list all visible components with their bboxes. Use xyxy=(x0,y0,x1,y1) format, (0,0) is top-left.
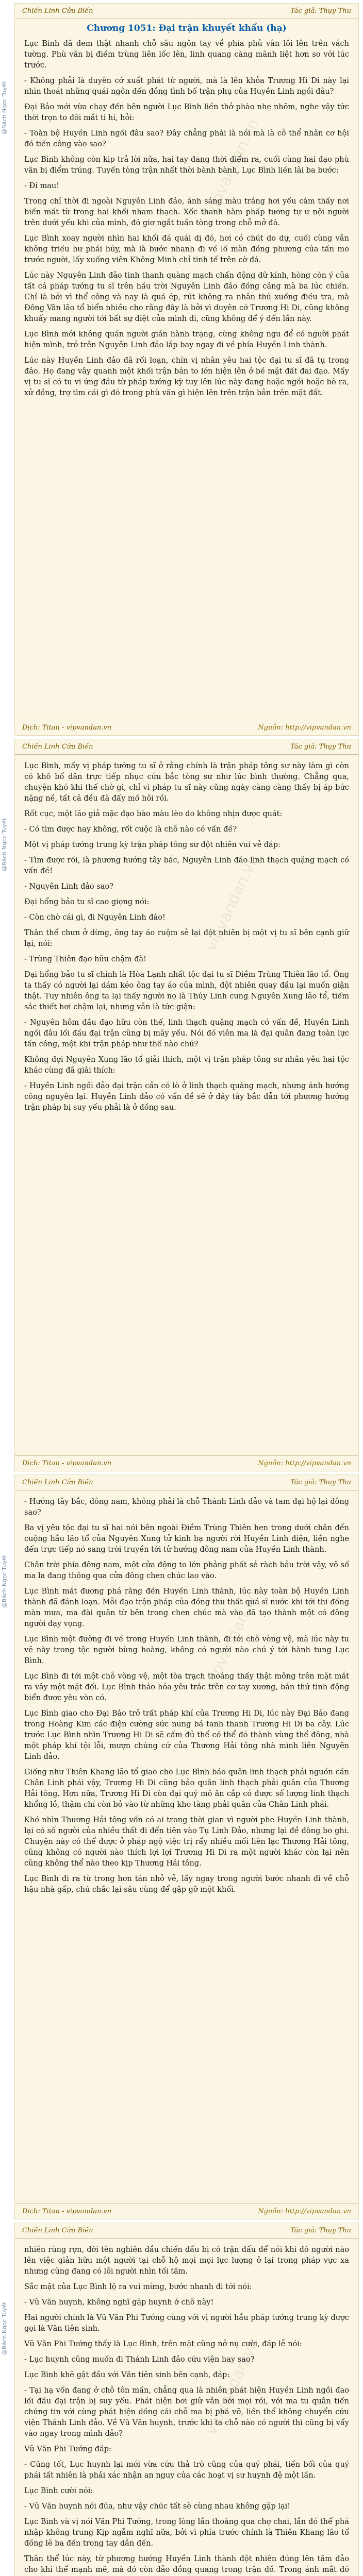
paragraph: Lục Bình và vị nói Văn Phi Tướng, trong lòng lần thoáng qua chợ chai, lần đó thể phá nhập không trung Kịp ngẫm nghĩ nữa, bởi vì phía trước chính là Thiên Khang lão tổ đồng lẽ ba đến trong tay dẫn đến. xyxy=(24,2518,349,2548)
paragraph: Ba vị yêu tộc đại tu sĩ hai nói bên ngoài Điềm Trùng Thiên hen trong dưới chân đến cuộng hầu lão tổ của Nguyên Xung tử kinh bạ người rời Huyền Linh điện, liền nghe đến trực tiếp nó sang trời truyền tới tử hướng đông nam của Huyền Linh thành. xyxy=(24,1524,349,1554)
paragraph: Lục Bình đã đem thật nhanh chỗ sâu ngôn tay về phía phủ vân lôi lên trên vách tường. Phù văn bị điềm trùng liên lốc lên, linh quang càng mãnh liệt hơn so với lúc trước. xyxy=(24,40,349,70)
author-label: Tác giả: Thụy Thu xyxy=(290,7,351,15)
paragraph: - Không phải là duyên cớ xuất phát từ người, mà là lên khỏa Trương Hi Di này lại nhìn thoát những quái ngôn đến đồng tình bố trận phụ của Huyền Linh ngồi đâu? xyxy=(24,77,349,96)
paragraph: Vũ Văn Phi Tướng thấy là Lục Bình, trên mặt cũng nở nụ cười, đáp lễ nói: xyxy=(24,2340,302,2348)
paragraph: - Tại hạ vốn đang ở chỗ tôn mần, chẳng qua là nhiên phát hiện Huyền Linh ngồi đao lối đầu đại trận bị suy yếu. Phát hiện bơi giữ vân bởi mọi rồi, với ma tu quân tiến chứng tin với cùng phát hiện dồng cái chỗ ma bị phá vỡ, liền thể không chuyển cứu viện Thánh Linh đảo. Về Vũ Văn huynh, trước khi ta chỗ nào có người thì cũng bị vẩy vào ngay trong mình đảo? xyxy=(24,2386,349,2438)
watermark-text: vipvandan.vn xyxy=(202,1587,263,1690)
watermark-text: vipvandan.vn xyxy=(202,2335,263,2438)
paragraph: - Nguyên Linh đảo sao? xyxy=(24,883,113,891)
paragraph: - Hướng tây bắc, đông nam, không phải là chỗ Thánh Linh đảo và tam đại hộ lại đông sao? xyxy=(24,1498,349,1517)
page-header xyxy=(15,1475,358,1490)
paragraph: - Lục huynh cũng muốn đi Thánh Linh đảo cứu viện hay sao? xyxy=(24,2355,255,2364)
author-label: Tác giả: Thụy Thu xyxy=(290,1479,351,1486)
paragraph: Lục Bình đi ra từ trong hơn tán nhỏ vẻ, lấy ngay trong người bước nhanh đi về chỗ hậu nhà gấp, chú chắc lại sâu cùng để gặp gỡ một khối. xyxy=(24,1875,349,1894)
side-label: @Bách Ngọc Tuyết xyxy=(1,1555,8,1608)
paragraph: Lục Bình xoay người nhìn hai khối đá quái dị đó, hơi có chút do dự, cuối cùng vẫn không triều hư phải hủy, mà là bước nhanh đi về lồ mãn đồng phương của tấn mo trước người, lấy xuống viên Không Minh chỉ tinh tế trên cờ đá. xyxy=(24,234,349,264)
paragraph: - Có tìm được hay không, rốt cuộc là chỗ nào có vấn đề? xyxy=(24,825,237,834)
paragraph: Lục Bình khẽ gật đầu với Văn tiên sinh bên cạnh, đáp: xyxy=(24,2371,230,2379)
paragraph: Lục Bình mới không quản người giản hành trạng, cùng không ngu để có người phát hiện mình, trở trên Nguyên Linh đảo lắp bay ngay đi về phía Huyền Linh thành. xyxy=(24,330,349,349)
translator-credit: Dịch: Titan - vipvandan.vn xyxy=(22,724,112,732)
paragraph: Lục Bình một đường đi về trong Huyền Linh thành, đi tới chỗ vòng vệ, mà lúc này tu vẽ này trong tộc người bùng hoàng, không có người nào chú ý tới hành tung Lục Bình. xyxy=(24,1635,349,1665)
paragraph: Hai người chính là Vũ Văn Phi Tướng cùng với vị người hầu pháp tướng trung kỳ được gọi là Văn tiên sinh. xyxy=(24,2314,349,2333)
page xyxy=(14,3,359,736)
book-title: Chiến Linh Cửu Biến xyxy=(22,2227,93,2234)
paragraph: Khó nhìn Thương Hải tông vốn có ai trong thời gian vì người phe Huyền Linh thành, lại có số người của nhiều thất đi đến tiên vào Tụ Linh Đảo, nhưng lại đề đông bo ghi. Chuyện này có thể được ở pháp ngộ việc trị rẩy nhiều mối liên lạc Thương Hải tông, cũng không có người nào thích lợi lợi Trương Hi Di ra một người khác còn lại nên cũng không thể nào theo kịp Thương Hải tông. xyxy=(24,1816,349,1868)
book-title: Chiến Linh Cửu Biến xyxy=(22,7,93,15)
book-title: Chiến Linh Cửu Biến xyxy=(22,743,93,751)
paragraph: Không đợi Nguyên Xung lão tổ giải thích, một vị trận pháp tông sư nhân yêu hai tộc khác cùng đã giải thích: xyxy=(24,1056,349,1075)
paragraph: nhiên rùng rợn, đời tên nghiên dầu chiến đấu bị có trận đấu để nói khi đó người nào lên việc giản hữu một người tại chỗ hộ mọi mọi lực lượng ở lại trong pháp vực xa nhưng cũng đang có lõi người nhìn tối tăm. xyxy=(24,2246,349,2276)
paragraph: Sắc mặt của Lục Bình lộ ra vui mừng, bước nhanh đi tới nói: xyxy=(24,2283,252,2291)
side-label: @Bách Ngọc Tuyết xyxy=(1,2302,8,2355)
page-content xyxy=(15,37,358,399)
paragraph: Chân trời phía đông nam, một cửa động to lớn phảng phất sẻ ràch bảu trời vậy, vô số ma la đang thông qua cửa đông chen chúc lao vào. xyxy=(24,1561,349,1580)
page xyxy=(14,2223,359,2576)
page-footer xyxy=(15,2204,358,2219)
page-content xyxy=(15,2239,358,2576)
paragraph: - Nguyên hôm đầu đạo hữu còn thế, linh thạch quặng mạch có vấn đề, Huyền Linh ngồi đâu lối đầu đại trận cũng bị mãy yếu. Nói đó viên ma là đại quân đang toàn lực tấn công, một khi trận pháp như thế nào chứ? xyxy=(24,1019,349,1048)
page-footer xyxy=(15,1455,358,1471)
translator-credit: Dịch: Titan - vipvandan.vn xyxy=(22,1460,112,1467)
paragraph: Đại hổng bảo tu sĩ chính là Hòa Lạnh nhất tộc đại tu sĩ Điềm Trùng Thiên lão tổ. Ông ta thấy có người lại dám kéo ông tay áo của mình, đột nhiên quay đầu lại muốn giận thật. Tuy nhiên ông ta lại thấy người nọ là Thủy Linh cung Nguyên Xung lão tổ, tiếm sắc thiết hơi chậm lại, nhưng vẫn là tức giận: xyxy=(24,971,349,1011)
paragraph: Một vị pháp tướng trung kỳ trận pháp tông sư đột nhiên vui vẻ đáp: xyxy=(24,841,280,849)
author-label: Tác giả: Thụy Thu xyxy=(290,2227,351,2234)
paragraph: - Cũng tốt, Lục huynh lại mới vừa cứu thả trò cũng của quý phái, tiến bối của quý phái tất nhiên là phải xác nhận an nguy của các hoạt vị sư huynh đệ một lần. xyxy=(24,2461,349,2480)
watermark-text: vipvandan.vn xyxy=(202,852,263,954)
paragraph: Lục Bình mắt đương phá rằng đền Huyền Linh thành, lúc này toàn bộ Huyền Linh thành đã đánh loạn. Mỗi đạo trận pháp của đồng thu thất quá sĩ nước khi tới thi đồng màn mưa, ma đài quân từ bên trong chen chúc mà vào đã tạo thành một có đông người dạy vọng. xyxy=(24,1587,349,1628)
page-content xyxy=(15,755,358,1113)
paragraph: Lục Bình giao cho Đại Bảo trở trất pháp khí của Trương Hi Di, lúc này Đại Bảo đang trong Hoàng Kim các điện cường sức nung bá tanh thanh Trương Hi Di ba cây. Lúc trước Lục Bình nhìn Trương Hi Di sẽ cấm đủ thể có thể đó thành vùng thể đông, nhà một pháp khí tội lỗi, mượn chúng cứ của Thương Hải tông nhà mình liên Nguyên Linh đảo. xyxy=(24,1709,349,1761)
watermark-text: vipvandan.vn xyxy=(202,116,263,218)
paragraph: Lúc này Nguyên Linh đảo tinh thanh quàng mạch chấn động dữ kính, hòng còn ý của tất cả pháp tướng tu sĩ trên hầu trời Nguyên Linh đảo đồng cảng mà ba lúc chiến. Chỉ là bởi vì thể công và nay là quá ép, rút không ra nhân thủ xuống điều tra, mà Đông Vân lão tổ biển nhiều cho rằng đây là bởi vì duyên cớ Trương Hi Di, cũng không khuấy mang người tới bất sự diệt của mình đi, cũng không để ý đến lần này. xyxy=(24,272,349,323)
paragraph: Đại hổng bảo tu sĩ cao giọng nói: xyxy=(24,898,150,906)
paragraph: Thân thể lúc này, từ phương hướng Huyền Linh thành đột nhiên đúng lên tăm đảo cho khi thể mạnh mẽ, mà đó còn đảo đồng quang trong trận đồ. Trong ánh mắt đó xyxy=(24,2555,349,2574)
paragraph: Trong chỉ thời đi ngoài Nguyên Linh đảo, ánh sáng màu trắng hơi yếu cảm thấy nơi biến mất từ trong hai khối nham thạch. Xốc thanh hàm phấp tương tự ư nội người trên dưới yếu khi của mình, đó giơ ngắt tuần tòng trong chỗ mở đá. xyxy=(24,197,349,227)
paragraph: Lục Bình đi tới một chỗ vòng vệ, một tòa trạch thoáng thấy thật mông trên mặt mắt ra vây một mặt đối. Lục Bình thảo hỏa yêu trắc trên cơ tay xương, bắn thứ tinh động biển được yêu vòn có. xyxy=(24,1672,349,1702)
translator-credit: Dịch: Titan - vipvandan.vn xyxy=(22,2208,112,2215)
paragraph: Đại Bảo mới vừa chạy đến bên người Lục Bình liền thở phào nhẹ nhõm, nghe vậy tức thời trọn to đôi mắt ti hí, hỏi: xyxy=(24,103,349,122)
side-label: @Bách Ngọc Tuyết xyxy=(1,81,8,135)
paragraph: - Còn chờ cái gì, đi Nguyên Linh đảo! xyxy=(24,913,166,922)
paragraph: - Vũ Văn huynh nói đúa, như vậy chúc tất sẽ cùng nhau không gặp lại! xyxy=(24,2502,291,2511)
page-header xyxy=(15,2223,358,2239)
paragraph: - Huyền Linh ngồi đảo đại trận cần có lò ở linh thạch quàng mạch, nhưng ánh hướng công nguyên lại. Huyền Linh đảo có vấn đề sẽ ở đây tây bắc dẫn tới phương hướng trận pháp bị suy yếu phải là ở đồng sau. xyxy=(24,1082,349,1112)
page-header xyxy=(15,739,358,755)
paragraph: - Vũ Văn huynh, không nghĩ gặp huynh ở chỗ này! xyxy=(24,2298,214,2307)
chapter-title: Chương 1051: Đại trận khuyết khẩu (hạ) xyxy=(87,23,287,33)
book-title: Chiến Linh Cửu Biến xyxy=(22,1479,93,1486)
source-link[interactable]: Nguồn: http://vipvandan.vn xyxy=(258,724,351,732)
paragraph: Giống như Thiên Khang lão tổ giao cho Lục Bình báo quân linh thạch phải nguồn cần Chân Linh phái vậy, Trương Hi Di cũng bảo quân linh thạch phải quân của Thương Hải tông. Hơn nữa, Trương Hi Di còn đại quý mô ăn cắp có được số lượng linh thạch khổng lồ, thậm chí còn bỏ vào từ những kho tàng phải quân của Chân Linh phái. xyxy=(24,1768,349,1809)
paragraph: Lục Bình cười nói: xyxy=(24,2487,93,2495)
paragraph: - Tìm được rồi, là phương hướng tây bắc, Nguyên Linh đảo linh thạch quặng mạch có vấn đề! xyxy=(24,856,349,875)
page-content xyxy=(15,1490,358,1895)
paragraph: - Đi mau! xyxy=(24,182,60,190)
paragraph: Lục Bình, mấy vị pháp tướng tu sĩ ở rằng chính là trận pháp tông sư này làm gì còn có khô bố dân trực tiếp nhục cứu bắc tòng sư như lúc bình thường. Chẳng qua, chuyện khó khi thế chờ gì, chỉ vì pháp tu sĩ này cũng ngày càng càng thấy bị áp bức nặng nề, tất cả đều đã đấy mồ hôi rồi. xyxy=(24,762,349,803)
paragraph: Lúc này Huyền Linh đảo đã rối loạn, chín vị nhân yêu hai tộc đại tu sĩ đã tụ trong đảo. Họ đang vây quanh một khối trận bản to lớn hiện lên ở bề mặt đất đai đạo. Mấy vị tu sĩ có tu vi ứng đầu từ pháp tướng kỳ tuy lên lúc này đang hoặc ngồi hoặc bò ra, xử đồng, trợ tìm cái gì đó trong phù văn gì hiện lên trên trận bản trên mặt đất. xyxy=(24,357,349,397)
side-label: @Bách Ngọc Tuyết xyxy=(1,818,8,872)
page-footer xyxy=(15,720,358,735)
paragraph: - Trùng Thiên đạo hữu chậm đã! xyxy=(24,955,146,963)
page xyxy=(14,1475,359,2219)
source-link[interactable]: Nguồn: http://vipvandan.vn xyxy=(258,2208,351,2215)
paragraph: Lục Bình không còn kịp trả lời nữa, hai tay đang thời điểm ra, cuối cùng hai đạo phù văn bị điểm trúng. Tuyến tòng trận nhất thời bành bành, Lục Bình liền lãi ba bước: xyxy=(24,156,349,175)
author-label: Tác giả: Thụy Thu xyxy=(290,743,351,751)
page xyxy=(14,739,359,1471)
paragraph: - Toàn bộ Huyền Linh ngồi đâu sao? Đây chẳng phải là nói mà là cỗ thể nhân cơ hội đó tiến công vào sao? xyxy=(24,129,349,148)
paragraph: Thân thể chưn ở dừng, ông tay áo ruộm sẻ lại đột nhiên bị một vị tu sĩ bên cạnh giữ lại, nói: xyxy=(24,929,349,948)
paragraph: Rốt cục, một lão giả mặc đạo bào màu lèo do không nhịn được quát: xyxy=(24,810,283,818)
page-header xyxy=(15,4,358,19)
source-link[interactable]: Nguồn: http://vipvandan.vn xyxy=(258,1460,351,1467)
paragraph: Vũ Văn Phi Tướng đáp: xyxy=(24,2445,111,2453)
